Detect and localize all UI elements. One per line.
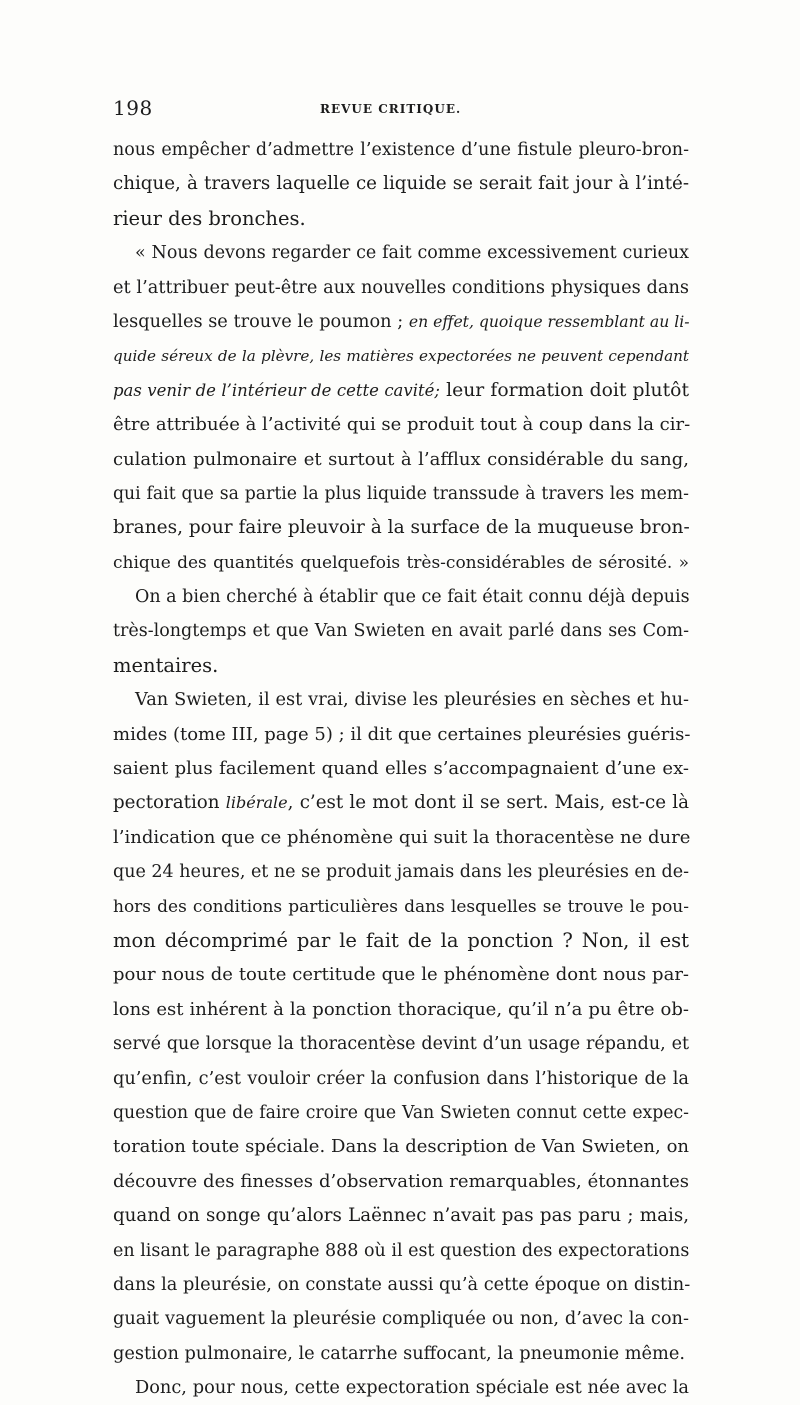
text-line-36: gestion pulmonaire, le catarrhe suffocant, la pneumonie même. <box>113 1343 686 1364</box>
body-text <box>113 133 689 1405</box>
text-line-11: qui fait que sa partie la plus liquide transsude à travers les mem- <box>113 483 689 504</box>
text-line-24: mon décomprimé par le fait de la ponction ? Non, il est <box>113 928 689 952</box>
text-line-12: branes, pour faire pleuvoir à la surface de la muqueuse bron- <box>113 517 690 539</box>
text-line-28: qu’enfin, c’est vouloir créer la confusion dans l’historique de la <box>113 1068 689 1089</box>
text-line-5: et l’attribuer peut-être aux nouvelles conditions physiques dans <box>113 277 689 298</box>
text-line-3: rieur des bronches. <box>113 206 306 230</box>
text-line-21: l’indication que ce phénomène qui suit la thoracentèse ne dure <box>113 826 691 848</box>
text-line-23: hors des conditions particulières dans lesquelles se trouve le pou- <box>113 896 689 917</box>
text-line-10: culation pulmonaire et surtout à l’afflux considérable du sang, <box>113 448 689 470</box>
text-line-29: question que de faire croire que Van Swieten connut cette expec- <box>113 1102 689 1123</box>
text-line-31: découvre des finesses d’observation remarquables, étonnantes <box>113 1170 689 1192</box>
text-line-25: pour nous de toute certitude que le phénomène dont nous par- <box>113 964 689 986</box>
text-line-7: quide séreux de la plèvre, les matières expectorées ne peuvent cependant <box>113 347 689 366</box>
text-line-6: lesquelles se trouve le poumon ; en effet, quoique ressemblant au li- <box>113 311 690 332</box>
text-line-13: chique des quantités quelquefois très-considérables de sérosité. » <box>113 552 689 573</box>
text-line-18: mides (tome III, page 5) ; il dit que certaines pleurésies guéris- <box>113 723 691 745</box>
text-line-4: « Nous devons regarder ce fait comme excessivement curieux <box>135 243 689 264</box>
text-line-37: Donc, pour nous, cette expectoration spéciale est née avec la <box>135 1378 689 1399</box>
text-line-2: chique, à travers laquelle ce liquide se serait fait jour à l’inté- <box>113 173 689 195</box>
text-line-20: pectoration libérale, c’est le mot dont il se sert. Mais, est-ce là <box>113 792 690 814</box>
text-line-27: servé que lorsque la thoracentèse devint d’un usage répandu, et <box>113 1034 689 1055</box>
text-line-15: très-longtemps et que Van Swieten en avait parlé dans ses Com- <box>113 621 689 642</box>
text-line-17: Van Swieten, il est vrai, divise les pleurésies en sèches et hu- <box>135 690 689 711</box>
text-line-22: que 24 heures, et ne se produit jamais dans les pleurésies en de- <box>113 862 690 883</box>
text-line-33: en lisant le paragraphe 888 où il est question des expectorations <box>113 1240 690 1261</box>
text-line-34: dans la pleurésie, on constate aussi qu’à cette époque on distin- <box>113 1274 691 1295</box>
text-line-14: On a bien cherché à établir que ce fait était connu déjà depuis <box>135 587 690 608</box>
page-number: 198 <box>113 96 153 120</box>
text-line-30: toration toute spéciale. Dans la description de Van Swieten, on <box>113 1136 689 1158</box>
text-line-8: pas venir de l’intérieur de cette cavité; leur formation doit plutôt <box>113 379 689 401</box>
text-line-32: quand on songe qu’alors Laënnec n’avait pas pas paru ; mais, <box>113 1205 689 1227</box>
text-line-26: lons est inhérent à la ponction thoracique, qu’il n’a pu être ob- <box>113 998 689 1020</box>
page-header <box>113 96 685 126</box>
text-line-1: nous empêcher d’admettre l’existence d’une fistule pleuro-bron- <box>113 140 689 160</box>
running-head: REVUE CRITIQUE. <box>320 102 462 116</box>
text-line-19: saient plus facilement quand elles s’accompagnaient d’une ex- <box>113 758 689 780</box>
text-line-9: être attribuée à l’activité qui se produit tout à coup dans la cir- <box>113 414 691 436</box>
text-line-35: guait vaguement la pleurésie compliquée ou non, d’avec la con- <box>113 1309 689 1330</box>
text-line-16: mentaires. <box>113 653 219 677</box>
